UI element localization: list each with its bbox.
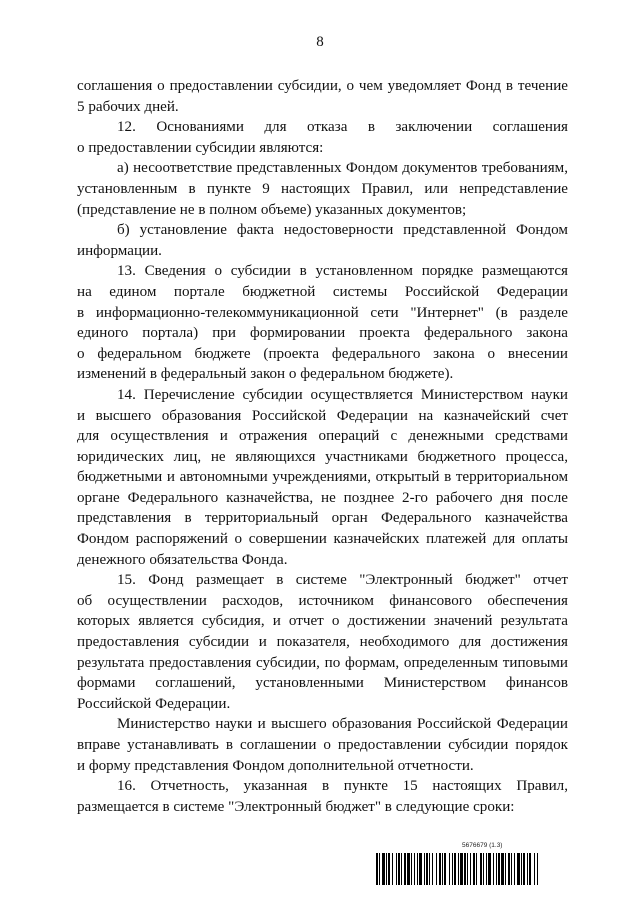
barcode-bar [388,853,390,885]
barcode-bar [529,853,531,885]
barcode-bar [470,853,471,885]
text-line: и форму представления Фондом дополнительной отчетности. [77,757,474,774]
text-line: информации. [77,242,162,259]
text-line: о федеральном бюджете (проекта федерального закона о внесении [77,345,568,362]
paragraph-16-line: 16. Отчетность, указанная в пункте 15 настоящих Правил, [117,778,568,795]
barcode-bar [419,853,422,885]
text-line: для осуществления и отражения операций с денежными средствами [77,428,568,445]
barcode-bar [452,853,453,885]
barcode-bar [411,853,412,885]
paragraph-ministry-line: Министерство науки и высшего образования Российской Федерации [117,716,568,733]
barcode-bar [537,853,538,885]
barcode-bar [514,853,515,885]
barcode-bar [498,853,500,885]
text-line: о предоставлении субсидии являются: [77,139,324,156]
barcode-bar [449,853,450,885]
barcode-bar [424,853,425,885]
text-line: размещается в системе "Электронный бюджет" в следующие сроки: [77,798,515,815]
text-line: 5 рабочих дней. [77,98,179,115]
barcode-bar [376,853,378,885]
paragraph-13-line: 13. Сведения о субсидии в установленном порядке размещаются [117,263,568,280]
barcode-bar [407,853,410,885]
barcode-bar [534,853,535,885]
barcode-bar [444,853,446,885]
barcode-bar [436,853,437,885]
barcode-bar [464,853,466,885]
barcode-bar [454,853,456,885]
barcode-bar [486,853,487,885]
barcode-id-text: 5676679 (1.3) [462,842,503,849]
paragraph-12-line: 12. Основаниями для отказа в заключении соглашения [117,119,568,136]
text-line: (представление не в полном объеме) указанных документов; [77,201,467,218]
text-line: юридических лиц, не являющихся участниками бюджетного процесса, [77,448,568,465]
text-line: соглашения о предоставлении субсидии, о чем уведомляет Фонд в течение [77,78,568,94]
text-line: органе Федерального казначейства, не позднее 2-го рабочего дня после [77,489,568,506]
text-line: которых является субсидия, и отчет о достижении значений результата [77,613,568,630]
barcode-bar [467,853,468,885]
barcode-bar [476,853,477,885]
barcode-bar [517,853,520,885]
item-a-line: а) несоответствие представленных Фондом документов требованиям, [117,160,568,177]
text-line: Российской Федерации. [77,695,231,712]
barcode-bar [473,853,475,885]
item-b-line: б) установление факта недостоверности представленной Фондом [117,222,568,239]
barcode-bar [496,853,497,885]
barcode-bar [396,853,397,885]
barcode-bar [458,853,459,885]
text-line: Фондом распоряжений о совершении казначейских платежей для оплаты [77,531,568,548]
barcode-bar [398,853,400,885]
paragraph-14-line: 14. Перечисление субсидии осуществляется Министерством науки [117,386,568,403]
barcode-bar [505,853,506,885]
barcode-bar [442,853,443,885]
barcode-bar [417,853,418,885]
text-line: в информационно-телекоммуникационной сети "Интернет" (в разделе [77,304,568,321]
text-line: предоставления субсидии и показателя, необходимого для достижения [77,634,568,651]
barcode-bar [523,853,525,885]
barcode-block [376,842,592,890]
text-line: представления в территориальный орган Федерального казначейства [77,510,568,527]
barcode-bar [382,853,385,885]
paragraph-15-line: 15. Фонд размещает в системе "Электронный бюджет" отчет [117,572,568,589]
text-line: бюджетными и автономными учреждениями, открытый в территориальном [77,469,568,486]
barcode-bar [488,853,491,885]
barcode-bar [483,853,484,885]
barcode-bar [501,853,504,885]
barcode-bar [511,853,512,885]
barcode-bar [460,853,463,885]
barcode-bar [508,853,510,885]
barcode-bar [401,853,402,885]
barcode-bar [480,853,482,885]
barcode-bar [521,853,522,885]
barcode-bar [432,853,433,885]
page-number: 8 [316,34,324,50]
text-line: и высшего образования Российской Федерации на казначейский счет [77,407,568,424]
barcode-bar [429,853,430,885]
text-line: об осуществлении расходов, источником финансового обеспечения [77,592,568,609]
text-line: единого портала) при формировании проекта федерального закона [77,325,568,342]
text-line: изменений в федеральный закон о федеральном бюджете). [77,366,454,383]
barcode-bar [493,853,494,885]
document-body [77,76,568,817]
barcode-bar [379,853,380,885]
text-line: формами соглашений, установленными Министерством финансов [77,675,568,692]
barcode-bar [392,853,393,885]
barcode-bar [527,853,528,885]
text-line: на едином портале бюджетной системы Российской Федерации [77,283,568,300]
text-line: вправе устанавливать в соглашении о предоставлении субсидии порядок [77,737,568,753]
barcode-icon [376,853,592,885]
barcode-bar [439,853,441,885]
text-line: результата предоставления субсидии, по формам, определенным типовыми [77,654,568,671]
barcode-bar [426,853,428,885]
text-line: установленным в пункте 9 настоящих Правил, или непредставление [77,180,568,197]
barcode-bar [386,853,387,885]
barcode-bar [414,853,415,885]
barcode-bar [404,853,406,885]
text-line: денежного обязательства Фонда. [77,551,288,568]
